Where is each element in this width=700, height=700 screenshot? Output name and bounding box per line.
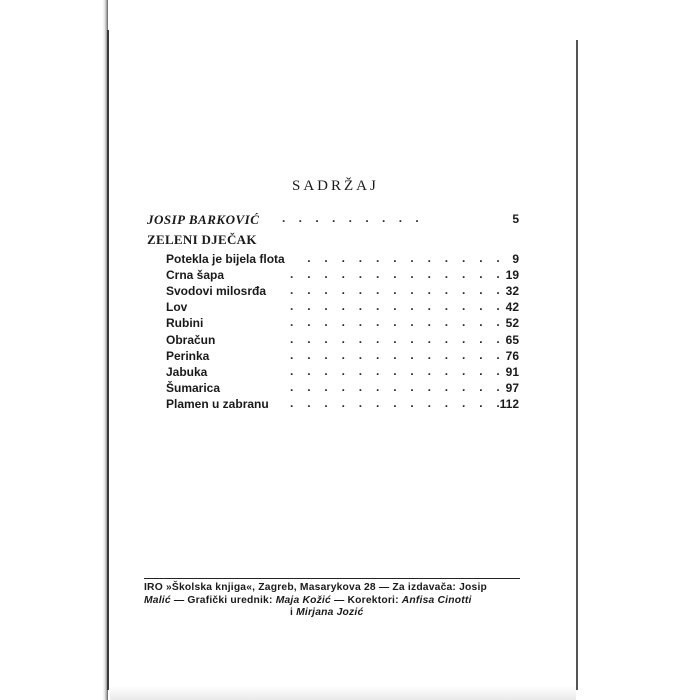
leader-dot: . [427,380,431,394]
leader-dot: . [496,380,500,394]
entry-title: Svodovi milosrđa [166,284,267,298]
leader-dot: . [307,332,311,346]
leader-dot: . [496,283,500,297]
leader-dot: . [444,332,449,346]
leader-dot: . [290,396,294,410]
leader-dot: . [358,364,363,378]
leader-dot: . [324,299,328,313]
leader-dot: . [410,348,414,362]
leader-dot: . [341,396,345,410]
leader-dot: . [444,315,449,329]
leader-dot: . [393,283,397,297]
leader-dot: . [393,348,397,362]
leader-dot: . [358,299,363,313]
leader-dot: . [479,364,483,378]
leader-dot: . [462,283,466,297]
leader-dots: . . . . . . . . . [282,211,419,225]
page-number: 32 [505,284,519,298]
page-bottom-edge [110,686,576,700]
entry-title: Perinka [166,349,210,363]
leader-dot: . [307,283,311,297]
leader-dot: . [341,332,345,346]
leader-dot: . [462,251,466,265]
entry-title: Rubini [166,316,204,330]
entry-title: Potekla je bijela flota [166,252,285,266]
leader-dot: . [444,380,449,394]
leader-dot: . [358,267,363,281]
leader-dot: . [496,348,500,362]
leader-dot: . [341,380,345,394]
leader-dot: . [479,315,483,329]
entry-title: Lov [166,300,188,314]
leader-dot: . [393,299,397,313]
leader-dot: . [427,396,431,410]
leader-dot: . [290,332,294,346]
leader-dot: . [376,396,380,410]
leader-dot: . [376,315,380,329]
leader-dot: . [393,315,397,329]
leader-dot: . [290,364,294,378]
leader-dot: . [393,396,397,410]
leader-dot: . [358,283,363,297]
leader-dot: . [376,348,380,362]
leader-dot: . [324,332,328,346]
leader-dot: . [376,283,380,297]
leader-dot: . [393,380,397,394]
leader-dot: . [358,348,363,362]
leader-dot: . [444,283,449,297]
toc-entry[interactable] [0,397,700,415]
leader-dot: . [479,380,483,394]
leader-dot: . [479,251,483,265]
leader-dot: . [341,267,345,281]
leader-dot: . [307,396,311,410]
leader-dot: . [410,267,414,281]
leader-dot: . [427,348,431,362]
leader-dot: . [444,251,449,265]
leader-dot: . [324,283,328,297]
colophon-line-3 [144,607,520,620]
leader-dot: . [496,299,500,313]
leader-dot: . [307,315,311,329]
leader-dot: . [307,348,311,362]
leader-dot: . [479,348,483,362]
page-number: 5 [512,212,519,226]
toc-entry[interactable] [0,316,700,334]
contents-heading: SADRŽAJ [292,178,379,194]
leader-dot: . [341,348,345,362]
leader-dot: . [410,380,414,394]
page-number: 42 [505,300,519,314]
leader-dot: . [307,380,311,394]
leader-dot: . [479,332,483,346]
colophon-line-1: IRO »Školska knjiga«, Zagreb, Masarykova 28 — Za izdavača: Josip [144,582,488,593]
leader-dot: . [427,283,431,297]
author-name: JOSIP BARKOVIĆ [147,212,260,227]
leader-dot: . [358,315,363,329]
leader-dot: . [479,396,483,410]
leader-dot: . [479,267,483,281]
leader-dot: . [462,299,466,313]
leader-dot: . [307,364,311,378]
leader-dot: . [358,396,363,410]
leader-dot: . [393,267,397,281]
leader-dot: . [376,380,380,394]
leader-dot: . [376,251,380,265]
leader-dot: . [341,283,345,297]
leader-dot: . [376,332,380,346]
page-number: 65 [505,333,519,347]
colophon [144,582,520,620]
entry-title: Plamen u zabranu [166,397,269,411]
leader-dot: . [462,364,466,378]
leader-dot: . [496,315,500,329]
leader-dot: . [393,251,397,265]
leader-dot: . [307,251,311,265]
colophon-rule [144,578,520,579]
leader-dot: . [341,315,345,329]
entry-title: Obračun [166,333,216,347]
corrector-2: Mirjana Jozić [296,607,364,618]
leader-dot: . [307,267,311,281]
entry-title: Šumarica [166,381,221,395]
leader-dot: . [358,380,363,394]
page-number: 91 [505,365,519,379]
leader-dot: . [410,251,414,265]
leader-dot: . [444,299,449,313]
leader-dot: . [410,332,414,346]
page-number: 19 [505,268,519,282]
conjunction: i [290,607,297,618]
entry-title: Jabuka [166,365,208,379]
leader-dot: . [410,299,414,313]
toc-author-row[interactable] [0,212,700,230]
leader-dot: . [444,396,449,410]
leader-dot: . [324,251,328,265]
leader-dot: . [358,251,363,265]
leader-dot: . [290,315,294,329]
role-graphic-editor: — Grafički urednik: [170,594,276,606]
leader-dot: . [462,332,466,346]
leader-dot: . [462,380,466,394]
leader-dot: . [496,251,500,265]
leader-dot: . [444,364,449,378]
leader-dot: . [410,364,414,378]
role-correctors: — Korektori: [330,594,402,606]
section-title: ZELENI DJEČAK [147,232,257,247]
graphic-editor: Maja Kožić [275,594,331,606]
leader-dot: . [496,332,500,346]
leader-dot: . [496,396,500,410]
leader-dot: . [479,299,483,313]
leader-dot: . [290,283,294,297]
leader-dot: . [341,251,345,265]
leader-dot: . [376,299,380,313]
leader-dot: . [290,299,294,313]
leader-dot: . [410,283,414,297]
leader-dot: . [290,348,294,362]
leader-dot: . [496,267,500,281]
leader-dot: . [444,267,449,281]
leader-dot: . [427,267,431,281]
leader-dot: . [324,267,328,281]
leader-dot: . [427,364,431,378]
entry-title: Crna šapa [166,268,225,282]
leader-dot: . [462,315,466,329]
page-number: 97 [505,381,519,395]
leader-dot: . [358,332,363,346]
leader-dot: . [427,299,431,313]
leader-dot: . [307,299,311,313]
leader-dot: . [324,364,328,378]
leader-dot: . [376,364,380,378]
leader-dot: . [462,348,466,362]
leader-dot: . [376,267,380,281]
leader-dot: . [427,315,431,329]
leader-dot: . [479,283,483,297]
leader-dot: . [341,299,345,313]
leader-dot: . [496,364,500,378]
leader-dot: . [324,348,328,362]
leader-dot: . [290,267,294,281]
leader-dot: . [324,396,328,410]
page-number: 9 [512,252,519,266]
leader-dot: . [410,315,414,329]
leader-dot: . [427,332,431,346]
leader-dot: . [324,380,328,394]
toc-section-row [0,232,700,250]
leader-dot: . [462,396,466,410]
leader-dot: . [444,348,449,362]
leader-dot: . [462,267,466,281]
leader-dot: . [324,315,328,329]
page-number: 52 [505,316,519,330]
leader-dot: . [290,380,294,394]
leader-dot: . [427,251,431,265]
publisher-rep: Malić [144,594,171,606]
leader-dot: . [393,332,397,346]
page-number: 112 [499,397,519,411]
corrector-1: Anfisa Cinotti [401,594,472,606]
leader-dot: . [341,364,345,378]
leader-dot: . [393,364,397,378]
leader-dot: . [410,396,414,410]
page-number: 76 [505,349,519,363]
colophon-line-2 [144,595,520,608]
